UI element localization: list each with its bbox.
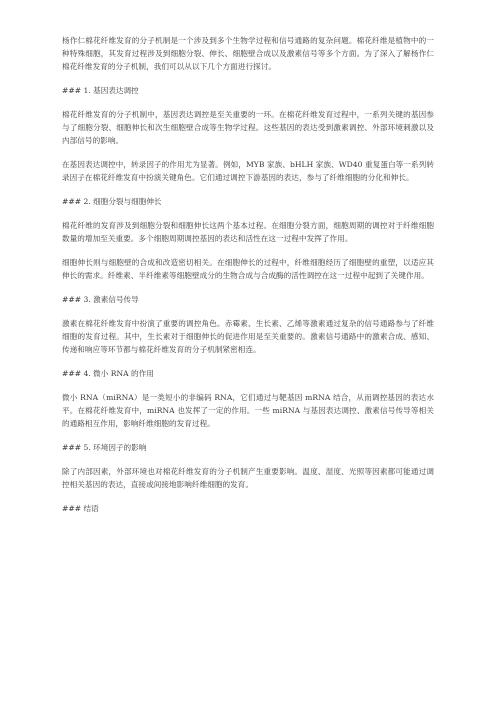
section-2-heading: ### 2. 细胞分裂与细胞伸长 [62, 197, 162, 206]
section-5-paragraph-1: 除了内部因素，外部环境也对棉花纤维发育的分子机制产生重要影响。温度、湿度、光照等因素都可能通过调控相关基因的表达，直接或间接地影响纤维细胞的发育。 [62, 467, 434, 489]
document-page [62, 34, 434, 515]
section-3-paragraph-1: 激素在棉花纤维发育中扮演了重要的调控角色。赤霉素、生长素、乙烯等激素通过复杂的信号通路参与了纤维细胞的发育过程。其中，生长素对于细胞伸长的促进作用是至关重要的。激素信号通路中的激素合成、感知、传递和响应等环节都与棉花纤维发育的分子机制紧密相连。 [62, 319, 434, 354]
section-1-paragraph-2: 在基因表达调控中，转录因子的作用尤为显著。例如，MYB 家族、bHLH 家族、WD40 重复蛋白等一系列转录因子在棉花纤维发育中扮演关键角色。它们通过调控下游基因的表达，参与了纤维细胞的分化和伸长。 [62, 160, 434, 182]
section-4-paragraph-1: 微小 RNA（miRNA）是一类短小的非编码 RNA，它们通过与靶基因 mRNA 结合，从而调控基因的表达水平。在棉花纤维发育中，miRNA 也发挥了一定的作用。一些 miRNA 与基因表达调控、激素信号传导等相关的通路相互作用，影响纤维细胞的发育过程。 [62, 393, 434, 428]
section-5-heading: ### 5. 环境因子的影响 [62, 443, 147, 452]
conclusion-heading: ### 结语 [62, 504, 99, 513]
section-2-paragraph-2: 细胞伸长则与细胞壁的合成和改造密切相关。在细胞伸长的过程中，纤维细胞经历了细胞壁的重塑，以适应其伸长的需求。纤维素、半纤维素等细胞壁成分的生物合成与合成酶的活性调控在这一过程中起到了关键作用。 [62, 258, 434, 280]
section-1-heading: ### 1. 基因表达调控 [62, 86, 139, 95]
section-1-paragraph-1: 棉花纤维发育的分子机制中，基因表达调控是至关重要的一环。在棉花纤维发育过程中，一系列关键的基因参与了细胞分裂、细胞伸长和次生细胞壁合成等生物学过程。这些基因的表达受到激素调控、外部环境刺激以及内部信号的影响。 [62, 110, 434, 145]
section-3-heading: ### 3. 激素信号传导 [62, 295, 139, 304]
section-4-heading: ### 4. 微小 RNA 的作用 [62, 369, 154, 378]
section-2-paragraph-1: 棉花纤维的发育涉及到细胞分裂和细胞伸长这两个基本过程。在细胞分裂方面，细胞周期的调控对于纤维细胞数量的增加至关重要。多个细胞周期调控基因的表达和活性在这一过程中发挥了作用。 [62, 221, 434, 243]
intro-paragraph: 杨作仁棉花纤维发育的分子机制是一个涉及到多个生物学过程和信号通路的复杂问题。棉花纤维是植物中的一种特殊细胞，其发育过程涉及到细胞分裂、伸长、细胞壁合成以及激素信号等多个方面。为了深入了解杨作仁棉花纤维发育的分子机制，我们可以从以下几个方面进行探讨。 [62, 36, 434, 71]
